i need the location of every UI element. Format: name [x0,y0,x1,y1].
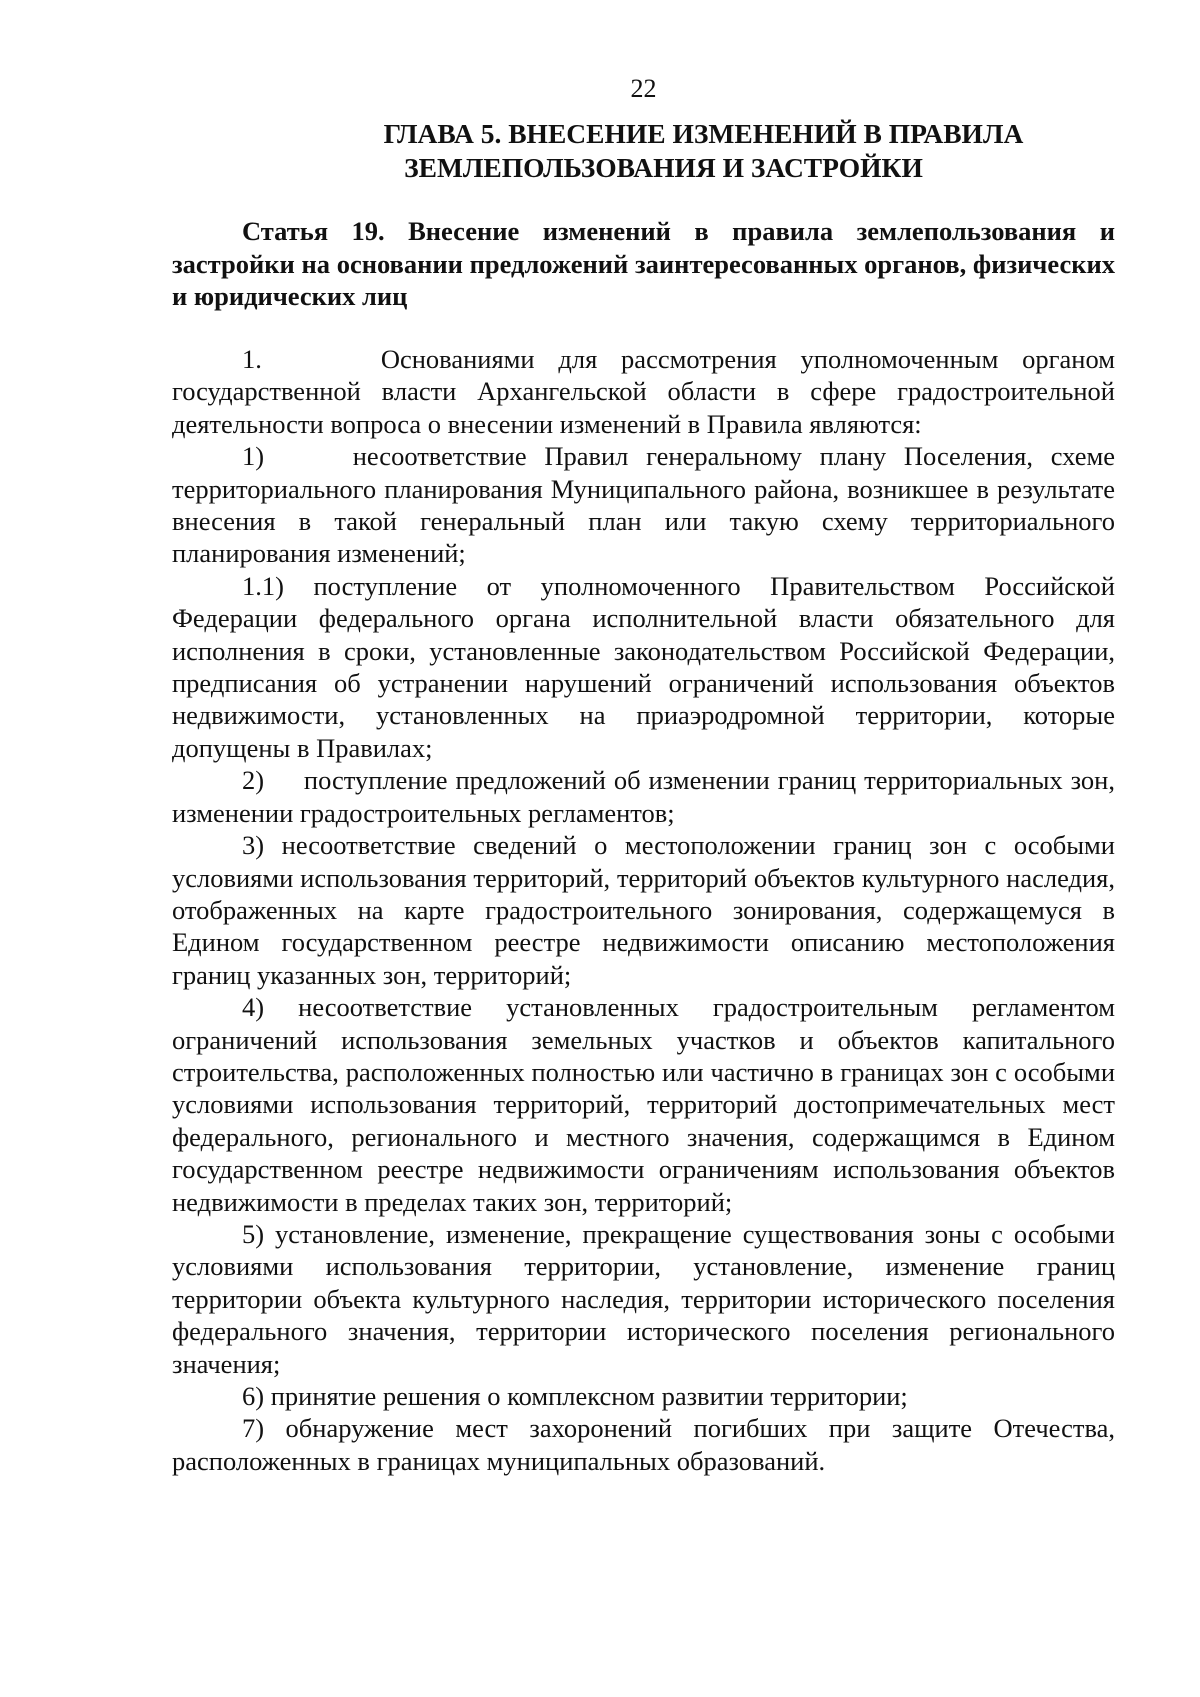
paragraph-item-1: 1) несоответствие Правил генеральному плану Поселения, схеме территориального планирования Муниципального района, возникшее в результате внесения в такой генеральный план или такую схему территориального планирования изменений; [172,441,1115,569]
paragraph-1: 1. Основаниями для рассмотрения уполномоченным органом государственной власти Архангельской области в сфере градостроительной деятельности вопроса о внесении изменений в Правила являются: [172,344,1115,439]
paragraph-item-7: 7) обнаружение мест захоронений погибших при защите Отечества, расположенных в границах муниципальных образований. [172,1413,1115,1476]
page-number: 22 [630,74,657,103]
paragraph-item-5: 5) установление, изменение, прекращение существования зоны с особыми условиями использования территории, установление, изменение границ территории объекта культурного наследия, территории исторического поселения федерального значения, территории исторического поселения регионального значения; [172,1218,1115,1379]
paragraph-item-4: 4) несоответствие установленных градостроительным регламентом ограничений использования земельных участков и объектов капитального строительства, расположенных полностью или частично в границах зон с особыми условиями использования территорий, территорий достопримечательных мест федерального, регионального и местного значения, содержащимся в Едином государственном реестре недвижимости ограничениям использования объектов недвижимости в пределах таких зон, территорий; [172,992,1115,1217]
paragraph-item-1-1: 1.1) поступление от уполномоченного Правительством Российской Федерации федерального органа исполнительной власти обязательного для исполнения в сроки, установленные законодательством Российской Федерации, предписания об устранении нарушений ограничений использования объектов недвижимости, установленных на приаэродромной территории, которые допущены в Правилах; [172,570,1115,763]
chapter-title-line-2: ЗЕМЛЕПОЛЬЗОВАНИЯ И ЗАСТРОЙКИ [404,152,923,183]
article-body [172,343,1115,1477]
article-title: Статья 19. Внесение изменений в правила землепользования и застройки на основании предложений заинтересованных органов, физических и юридических лиц [172,216,1115,311]
paragraph-item-3: 3) несоответствие сведений о местоположении границ зон с особыми условиями использования территорий, территорий объектов культурного наследия, отображенных на карте градостроительного зонирования, содержащемуся в Едином государственном реестре недвижимости описанию местоположения границ указанных зон, территорий; [172,830,1115,990]
paragraph-item-2: 2) поступление предложений об изменении границ территориальных зон, изменении градостроительных регламентов; [172,765,1115,828]
chapter-title [172,117,1115,185]
chapter-title-line-1: ГЛАВА 5. ВНЕСЕНИЕ ИЗМЕНЕНИЙ В ПРАВИЛА [383,118,1024,149]
paragraph-item-6: 6) принятие решения о комплексном развитии территории; [242,1381,908,1411]
